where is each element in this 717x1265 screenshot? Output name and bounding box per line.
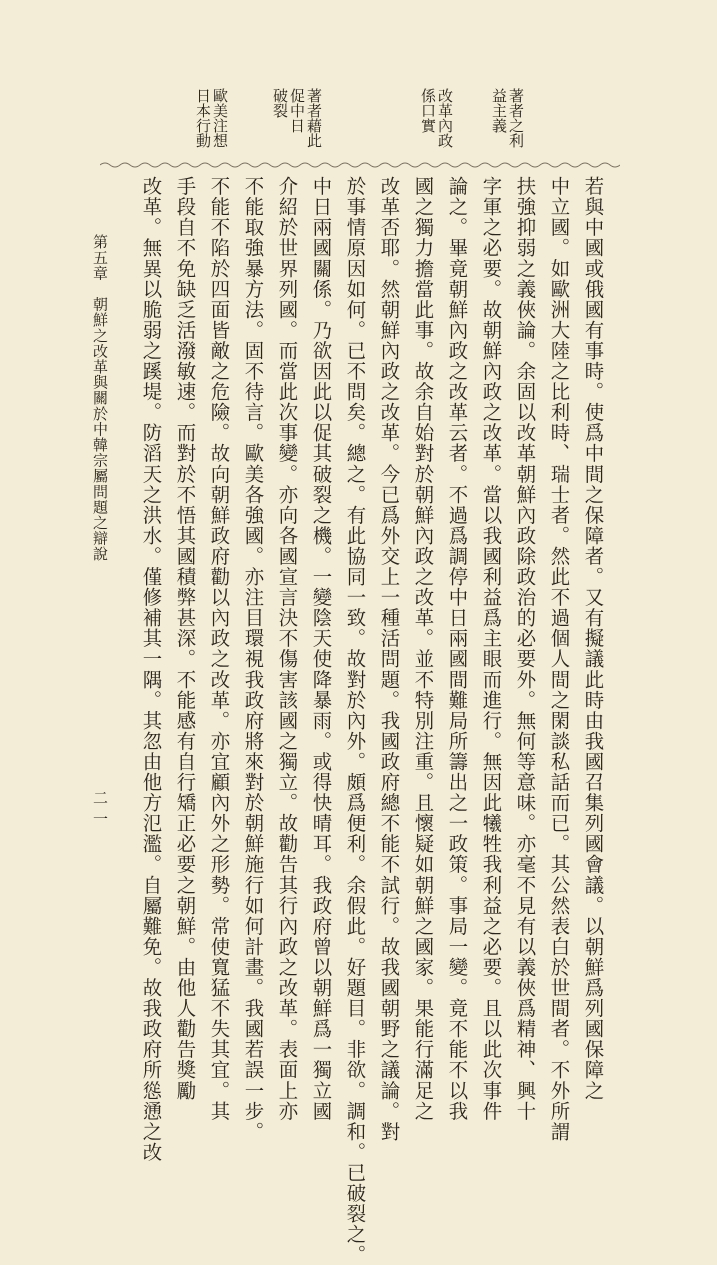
margin-note: 促中日: [288, 88, 306, 133]
text-column: 若與中國或俄國有事時。使爲中間之保障者。又有擬議此時由我國召集列國會議。以朝鮮爲列國保障之: [581, 176, 605, 1101]
text-column: 改革否耶。然朝鮮內政之改革。今已爲外交上一種活問題。我國政府總不能不試行。故我國朝野之議論。對: [377, 176, 401, 1142]
margin-note: 歐美注想: [211, 88, 229, 148]
text-column: 不能取強暴方法。固不待言。歐美各強國。亦注目環視我政府將來對於朝鮮施行如何計畫。我國若誤一步。: [241, 176, 265, 1142]
margin-note: 著者之利: [507, 88, 525, 148]
margin-note: 益主義: [490, 88, 508, 133]
text-column: 論之。畢竟朝鮮內政之改革云者。不過爲調停中日兩國間難局所籌出之一政策。事局一變。竟不能不以我: [445, 176, 469, 1122]
page-number: 二一: [91, 790, 109, 832]
margin-note: 著者藉此: [305, 88, 323, 148]
wavy-divider: [100, 160, 620, 170]
margin-note: 日本行動: [194, 88, 212, 148]
text-column: 中立國。如歐洲大陸之比利時、瑞士者。然此不過個人間之閑談私話而已。其公然表白於世間者。不外所謂: [547, 176, 571, 1142]
text-column: 國之獨力擔當此事。故余自始對於朝鮮內政之改革。並不特別注重。且懷疑如朝鮮之國家。果能行滿足之: [411, 176, 435, 1122]
text-column: 不能不陷於四面皆敵之危險。故向朝鮮政府勸以內政之改革。亦宜顧內外之形勢。常使寬猛不失其宜。其: [207, 176, 231, 1122]
text-column: 字軍之必要。故朝鮮內政之改革。當以我國利益爲主眼而進行。無因此犧牲我利益之必要。且以此次事件: [479, 176, 503, 1122]
text-column: 手段自不免缺乏活潑敏速。而對於不悟其國積弊甚深。不能感有自行矯正必要之朝鮮。由他人勸告獎勵: [173, 176, 197, 1101]
chapter-footer: 第五章 朝鮮之改革與關於中韓宗屬問題之辯說: [91, 234, 109, 562]
margin-note: 係口實: [419, 88, 437, 133]
text-column: 介紹於世界列國。而當此次事變。亦向各國宣言決不傷害該國之獨立。故勸告其行內政之改革。表面上亦: [275, 176, 299, 1122]
text-column: 扶強抑弱之義俠論。余固以改革朝鮮內政除政治的必要外。無何等意味。亦毫不見有以義俠爲精神、興十: [513, 176, 537, 1122]
text-column: 於事情原因如何。已不問矣。總之。有此協同一致。故對於內外。頗爲便利。余假此。好題目。非欲。調和。已破裂之。: [343, 176, 367, 1265]
margin-note: 改革內政: [436, 88, 454, 148]
text-column: 改革。無異以脆弱之蹊堤。防滔天之洪水。僅修補其一隅。其忽由他方氾濫。自屬難免。故我政府所慫慂之改: [139, 176, 163, 1163]
text-column: 中日兩國關係。乃欲因此以促其破裂之機。一變陰天使降暴雨。或得快晴耳。我政府曾以朝鮮爲一獨立國: [309, 176, 333, 1122]
margin-note: 破裂: [271, 88, 289, 118]
